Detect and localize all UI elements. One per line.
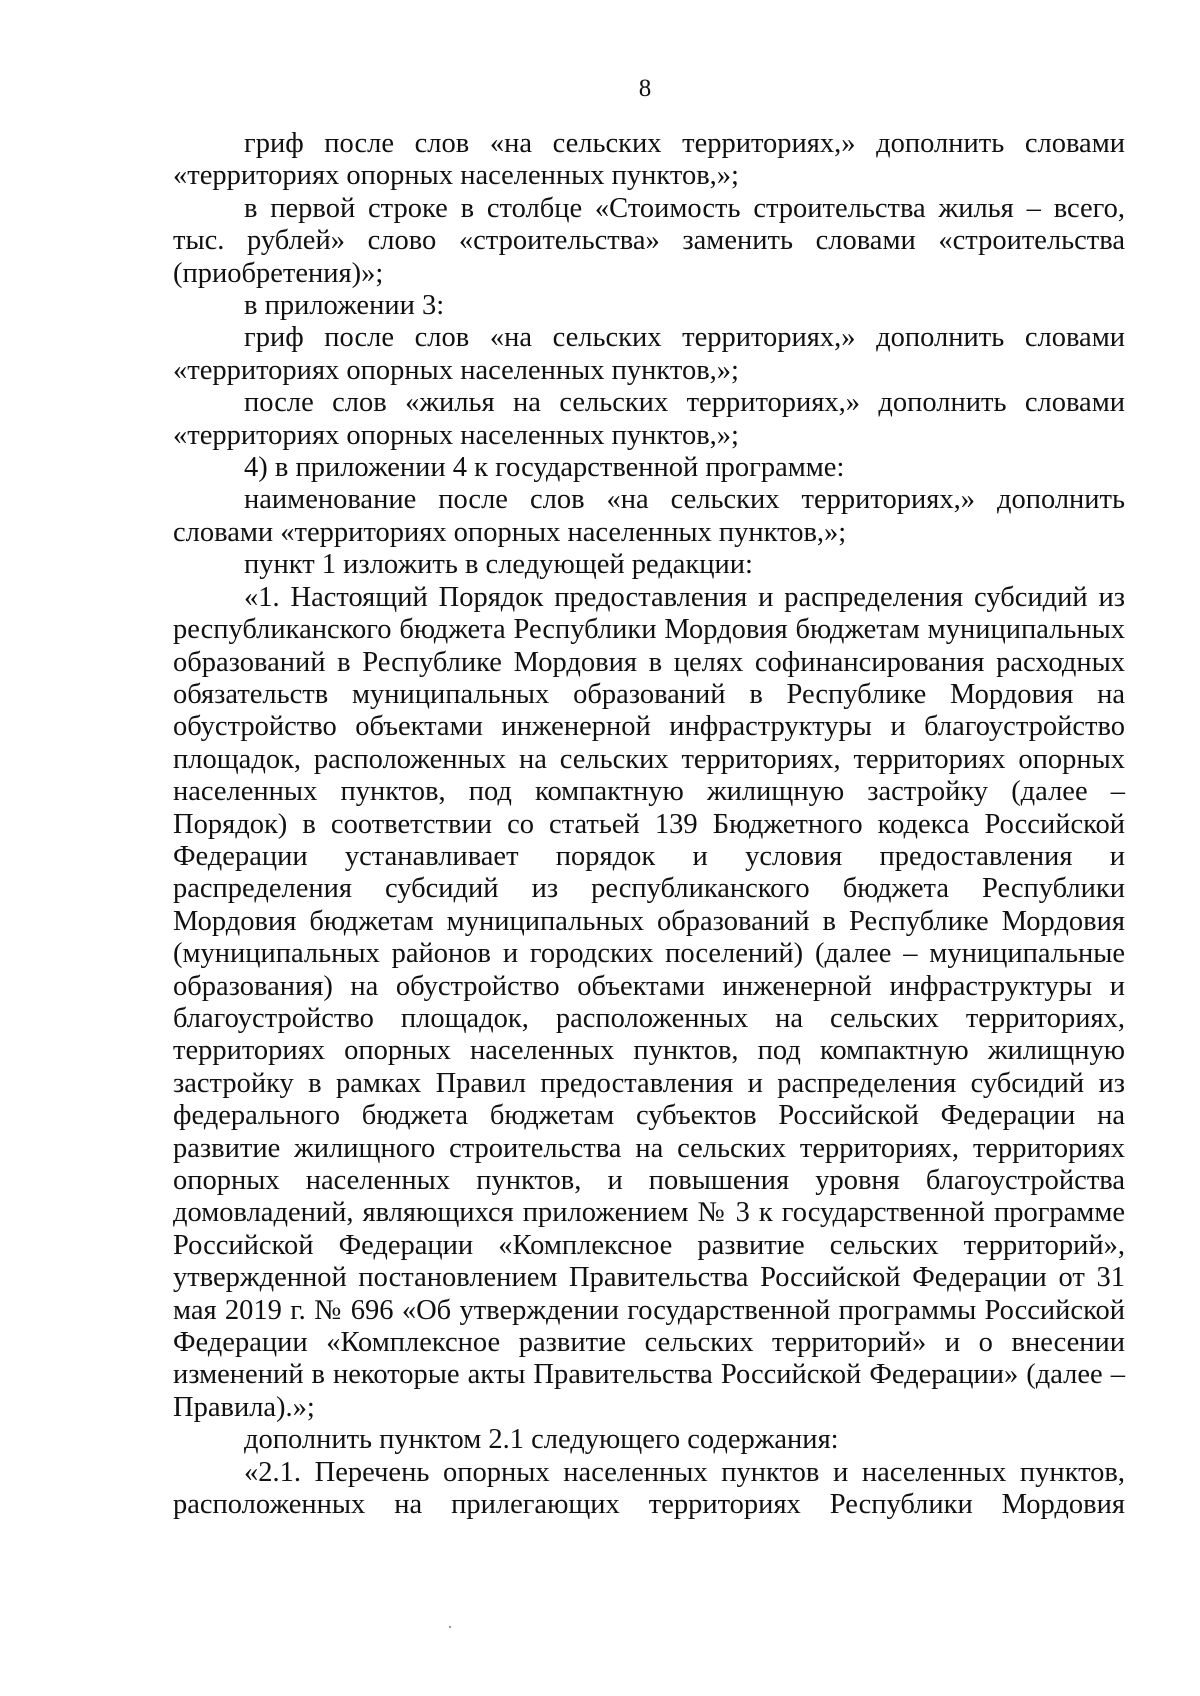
paragraph-appendix-3-housing: после слов «жилья на сельских территориях,» дополнить словами «территориях опорных населенных пунктов,»;: [173, 387, 1125, 451]
paragraph-item-2-1-intro: дополнить пунктом 2.1 следующего содержания:: [244, 1424, 839, 1456]
paragraph-item-2-1-text: «2.1. Перечень опорных населенных пунктов и населенных пунктов, расположенных на прилегающих территориях Республики Мордовия: [173, 1456, 1125, 1521]
paragraph-item-1-text: «1. Настоящий Порядок предоставления и распределения субсидий из республиканского бюджета Республики Мордовия бюджетам муниципальных образований в Республике Мордовия в целях софинансирования расходных обязательств муниципальных образований в Республике Мордовия на обустройство объектами инженерной инфраструктуры и благоустройство площадок, расположенных на сельских территориях, территориях опорных населенных пунктов, под компактную жилищную застройку (далее – Порядок) в соответствии со статьей 139 Бюджетного кодекса Российской Федерации устанавливает порядок и условия предоставления и распределения субсидий из республиканского бюджета Республики Мордовия бюджетам муниципальных образований в Республике Мордовия (муниципальных районов и городских поселений) (далее – муниципальные образования) на обустройство объектами инженерной инфраструктуры и благоустройство площадок, расположенных на сельских территориях, территориях опорных населенных пунктов, под компактную жилищную застройку в рамках Правил предоставления и распределения субсидий из федерального бюджета бюджетам субъектов Российской Федерации на развитие жилищного строительства на сельских территориях, территориях опорных населенных пунктов, и повышения уровня благоустройства домовладений, являющихся приложением № 3 к государственной программе Российской Федерации «Комплексное развитие сельских территорий», утвержденной постановлением Правительства Российской Федерации от 31 мая 2019 г. № 696 «Об утверждении государственной программы Российской Федерации «Комплексное развитие сельских территорий» и о внесении изменений в некоторые акты Правительства Российской Федерации» (далее – Правила).»;: [173, 581, 1125, 1423]
paragraph-column-amendment: в первой строке в столбце «Стоимость строительства жилья – всего, тыс. рублей» слово «строительства» заменить словами «строительства (приобретения)»;: [173, 192, 1125, 289]
paragraph-appendix-3-heading: в приложении 3:: [244, 290, 445, 322]
paragraph-appendix-4-title: наименование после слов «на сельских территориях,» дополнить словами «территориях опорных населенных пунктов,»;: [173, 484, 1125, 548]
paragraph-appendix-4-heading: 4) в приложении 4 к государственной программе:: [244, 452, 845, 484]
document-body: [173, 128, 1125, 1521]
paragraph-stamp-amendment: гриф после слов «на сельских территориях,» дополнить словами «территориях опорных населенных пунктов,»;: [173, 128, 1125, 192]
page-number: 8: [638, 75, 652, 102]
paragraph-item-1-intro: пункт 1 изложить в следующей редакции:: [244, 549, 753, 581]
paragraph-appendix-3-stamp: гриф после слов «на сельских территориях,» дополнить словами «территориях опорных населенных пунктов,»;: [173, 322, 1125, 386]
scan-speck: [449, 1626, 451, 1628]
